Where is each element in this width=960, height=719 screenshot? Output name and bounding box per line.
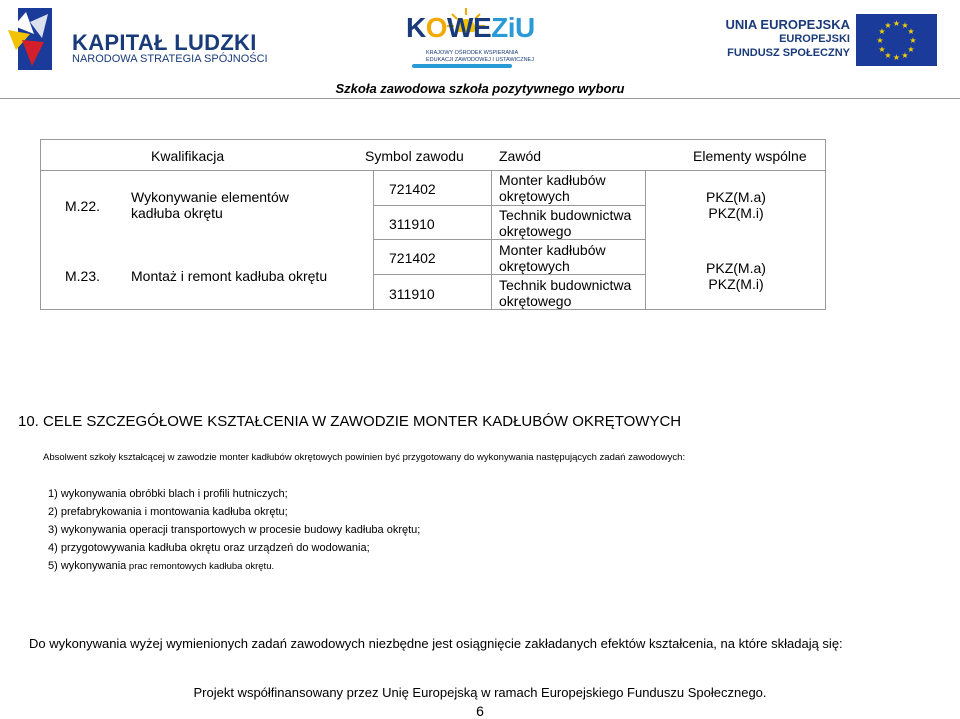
svg-text:★: ★ bbox=[892, 53, 901, 62]
header-elementy: Elementy wspólne bbox=[693, 148, 807, 164]
kowezu-line1: KRAJOWY OŚRODEK WSPIERANIA bbox=[426, 50, 519, 56]
row-divider bbox=[373, 205, 645, 206]
section-intro: Absolwent szkoły kształcącej w zawodzie monter kadłubów okrętowych powinien być przygotowany do wykonywania następujących zadań zawodowych: bbox=[43, 452, 686, 463]
common-element: PKZ(M.i) bbox=[708, 276, 764, 292]
profession-name: Technik budownictwa okrętowego bbox=[499, 277, 632, 309]
list-item: 1) wykonywania obróbki blach i profili hutniczych; bbox=[48, 488, 288, 500]
eu-text bbox=[726, 18, 850, 60]
closing-paragraph: Do wykonywania wyżej wymienionych zadań zawodowych niezbędne jest osiągnięcie zakładanych efektów kształcenia, na które składają się: bbox=[29, 636, 843, 651]
header-kwalifikacja: Kwalifikacja bbox=[151, 148, 225, 164]
row-divider bbox=[373, 274, 645, 275]
eu-line3: FUNDUSZ SPOŁECZNY bbox=[727, 47, 850, 59]
qualification-table bbox=[40, 139, 826, 310]
svg-text:★: ★ bbox=[876, 36, 884, 45]
svg-text:★: ★ bbox=[884, 21, 892, 30]
svg-text:★: ★ bbox=[892, 19, 901, 28]
table-header-divider bbox=[41, 170, 825, 171]
common-element: PKZ(M.a) bbox=[706, 260, 766, 276]
profession-name: Monter kadłubów okrętowych bbox=[499, 242, 606, 274]
row-divider bbox=[373, 239, 645, 240]
kapital-ludzki-star-icon bbox=[4, 4, 56, 74]
qualification-code: M.23. bbox=[65, 268, 101, 284]
task-list bbox=[48, 486, 420, 576]
kapital-ludzki-subtitle: NARODOWA STRATEGIA SPÓJNOŚCI bbox=[72, 53, 268, 65]
common-element: PKZ(M.i) bbox=[708, 205, 764, 221]
list-item: 2) prefabrykowania i montowania kadłuba okrętu; bbox=[48, 506, 288, 518]
svg-text:★: ★ bbox=[907, 45, 915, 54]
kapital-ludzki-logo bbox=[4, 4, 268, 74]
page-number: 6 bbox=[476, 703, 484, 719]
page-subtitle: Szkoła zawodowa szkoła pozytywnego wyboru bbox=[335, 81, 625, 96]
svg-text:★: ★ bbox=[884, 51, 892, 60]
kowezu-logo bbox=[406, 6, 536, 68]
svg-text:★: ★ bbox=[909, 36, 917, 45]
svg-text:★: ★ bbox=[901, 51, 909, 60]
svg-text:★: ★ bbox=[878, 27, 886, 36]
kowezu-swoosh bbox=[412, 64, 512, 68]
profession-symbol: 721402 bbox=[389, 250, 436, 266]
task5-rest: prac remontowych kadłuba okrętu. bbox=[126, 561, 275, 572]
profession-name: Technik budownictwa okrętowego bbox=[499, 207, 632, 239]
profession-symbol: 311910 bbox=[389, 216, 435, 232]
eu-line2: EUROPEJSKI bbox=[779, 33, 850, 45]
task5-prefix: 5) wykonywania bbox=[48, 560, 127, 572]
list-item: 3) wykonywania operacji transportowych w procesie budowy kadłuba okrętu; bbox=[48, 524, 421, 536]
footer-text: Projekt współfinansowany przez Unię Europejską w ramach Europejskiego Funduszu Społecznego. bbox=[193, 685, 767, 700]
profession-name: Monter kadłubów okrętowych bbox=[499, 172, 606, 204]
profession-symbol: 311910 bbox=[389, 286, 435, 302]
qualification-name: Wykonywanie elementów kadłuba okrętu bbox=[131, 189, 289, 221]
header-divider bbox=[0, 98, 960, 99]
header-zawod: Zawód bbox=[499, 148, 542, 164]
list-item: 4) przygotowywania kadłuba okrętu oraz urządzeń do wodowania; bbox=[48, 542, 370, 554]
kapital-ludzki-title: KAPITAŁ LUDZKI bbox=[72, 30, 257, 55]
svg-text:★: ★ bbox=[907, 27, 915, 36]
kowezu-title: KOWEZiU bbox=[406, 12, 535, 43]
section-title: 10. CELE SZCZEGÓŁOWE KSZTAŁCENIA W ZAWODZIE MONTER KADŁUBÓW OKRĘTOWYCH bbox=[18, 413, 682, 430]
kowezu-line2: EDUKACJI ZAWODOWEJ I USTAWICZNEJ bbox=[426, 57, 534, 63]
eu-line1: UNIA EUROPEJSKA bbox=[725, 17, 850, 32]
eu-flag-icon bbox=[856, 14, 937, 66]
header-symbol: Symbol zawodu bbox=[365, 148, 464, 164]
common-element: PKZ(M.a) bbox=[706, 189, 766, 205]
qualification-name: Montaż i remont kadłuba okrętu bbox=[131, 268, 328, 284]
svg-text:★: ★ bbox=[901, 21, 909, 30]
column-divider bbox=[491, 170, 492, 309]
qualification-code: M.22. bbox=[65, 198, 101, 214]
list-item bbox=[48, 558, 420, 576]
profession-symbol: 721402 bbox=[389, 181, 436, 197]
svg-text:★: ★ bbox=[878, 45, 886, 54]
column-divider bbox=[373, 170, 374, 309]
common-elements bbox=[645, 260, 827, 292]
common-elements bbox=[645, 189, 827, 221]
